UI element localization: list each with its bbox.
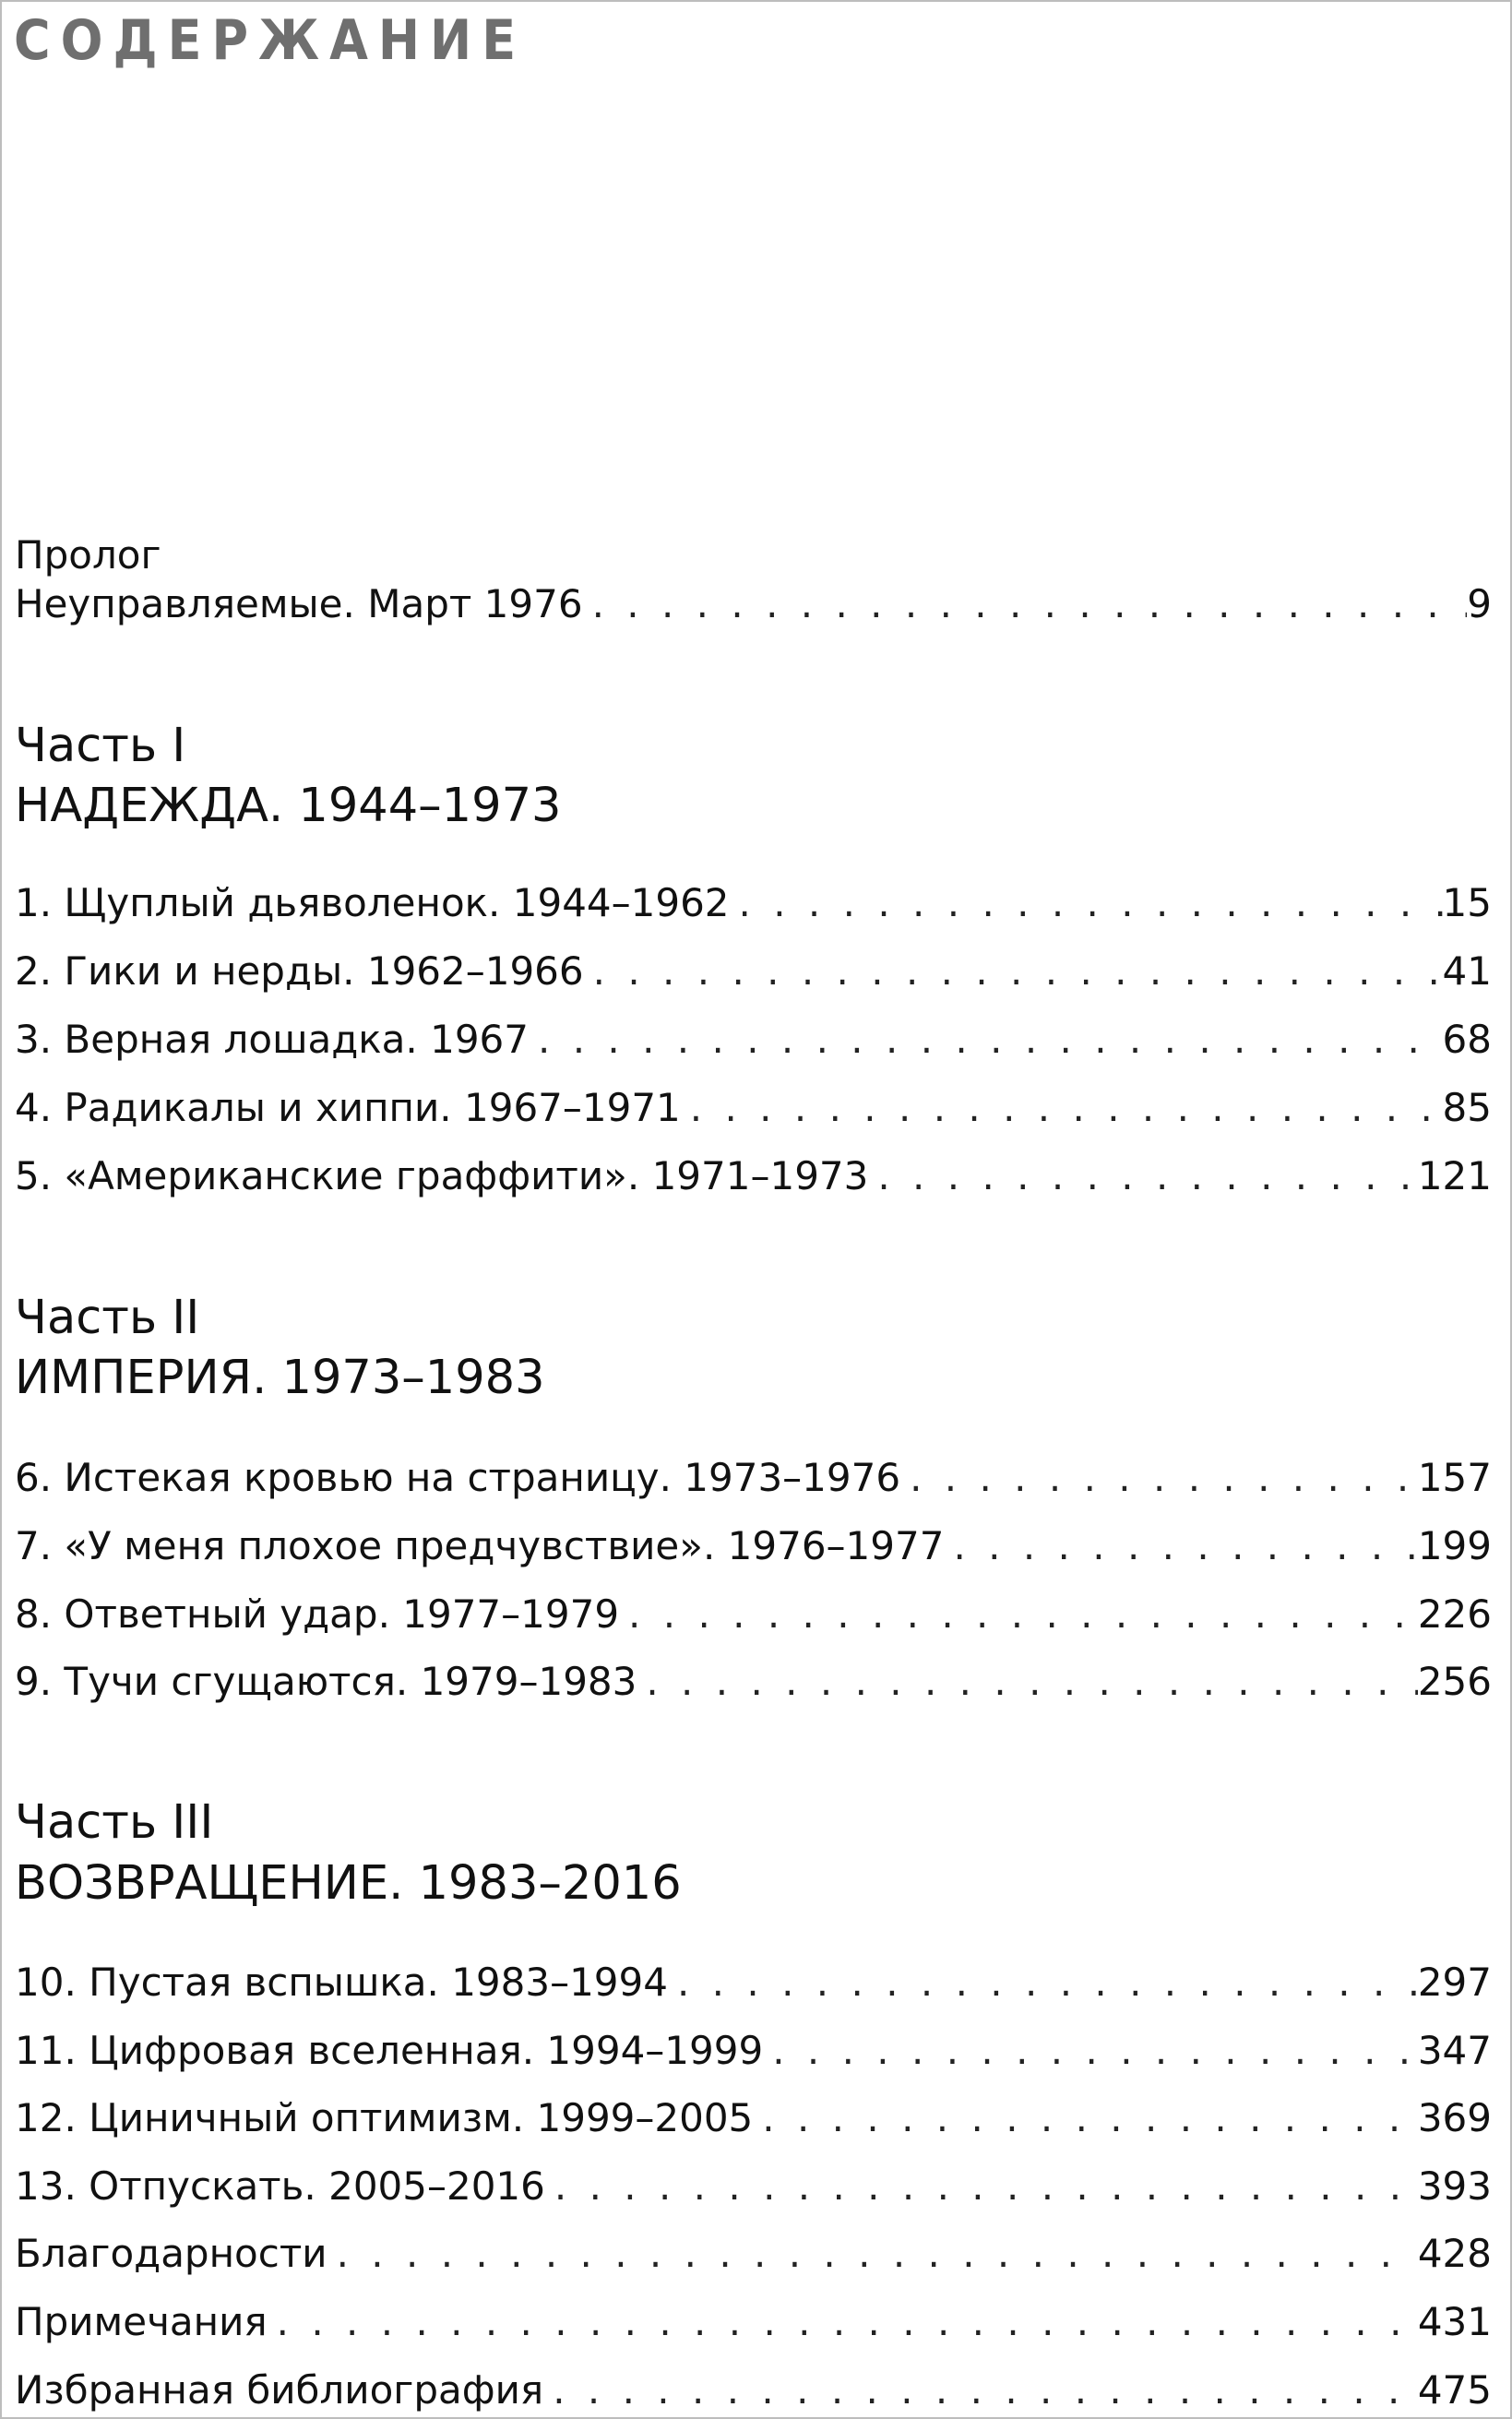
toc-entry-title: Неуправляемые. Март 1976 <box>15 581 583 626</box>
toc-entry-ch8[interactable] <box>15 1587 1492 1642</box>
toc-entry-page: 428 <box>1417 2231 1492 2276</box>
toc-entry-prologue[interactable] <box>15 577 1492 632</box>
part-2-label: Часть II <box>15 1291 200 1345</box>
toc-entry-title: 6. Истекая кровью на страницу. 1973–1976 <box>15 1455 901 1500</box>
toc-entry-title: 13. Отпускать. 2005–2016 <box>15 2163 545 2209</box>
toc-entry-title: 1. Щуплый дьяволенок. 1944–1962 <box>15 880 730 925</box>
toc-entry-page: 256 <box>1417 1659 1492 1704</box>
dot-leader <box>584 944 1443 999</box>
toc-entry-ch7[interactable] <box>15 1519 1492 1574</box>
toc-entry-ch5[interactable] <box>15 1149 1492 1204</box>
dot-leader <box>944 1519 1417 1574</box>
part-1-label: Часть I <box>15 719 186 773</box>
toc-entry-title: 3. Верная лошадка. 1967 <box>15 1017 529 1062</box>
dot-leader <box>545 2159 1418 2214</box>
toc-entry-ch9[interactable] <box>15 1654 1492 1710</box>
dot-leader <box>730 876 1443 931</box>
part-3-title: ВОЗВРАЩЕНИЕ. 1983–2016 <box>15 1856 682 1911</box>
dot-leader <box>529 1012 1443 1067</box>
toc-entry-ch11[interactable] <box>15 2023 1492 2079</box>
toc-entry-page: 347 <box>1417 2028 1492 2073</box>
toc-entry-notes[interactable] <box>15 2294 1492 2350</box>
toc-entry-title: 5. «Американские граффити». 1971–1973 <box>15 1153 869 1198</box>
toc-entry-ch10[interactable] <box>15 1955 1492 2010</box>
dot-leader <box>753 2091 1418 2146</box>
page-title: СОДЕРЖАНИЕ <box>14 8 527 73</box>
toc-entry-page: 85 <box>1442 1085 1492 1130</box>
toc-entry-ch2[interactable] <box>15 944 1492 999</box>
part-1-title: НАДЕЖДА. 1944–1973 <box>15 779 562 833</box>
toc-entry-page: 41 <box>1442 948 1492 994</box>
toc-entry-title: Примечания <box>15 2299 268 2344</box>
toc-entry-ch12[interactable] <box>15 2091 1492 2146</box>
dot-leader <box>900 1450 1418 1506</box>
toc-entry-title: 2. Гики и нерды. 1962–1966 <box>15 948 584 994</box>
toc-entry-page: 475 <box>1417 2367 1492 2413</box>
toc-entry-title: 9. Тучи сгущаются. 1979–1983 <box>15 1659 637 1704</box>
toc-entry-page: 297 <box>1417 1960 1492 2005</box>
toc-entry-page: 393 <box>1417 2163 1492 2209</box>
toc-entry-title: Благодарности <box>15 2231 327 2276</box>
toc-entry-page: 431 <box>1417 2299 1492 2344</box>
part-3-label: Часть III <box>15 1795 214 1850</box>
dot-leader <box>868 1149 1417 1204</box>
toc-entry-page: 199 <box>1417 1523 1492 1568</box>
toc-entry-ch1[interactable] <box>15 876 1492 931</box>
toc-entry-ch4[interactable] <box>15 1080 1492 1136</box>
toc-entry-ch6[interactable] <box>15 1450 1492 1506</box>
toc-entry-bibliography[interactable] <box>15 2363 1492 2418</box>
prologue-label: Пролог <box>15 532 161 578</box>
dot-leader <box>681 1080 1443 1136</box>
part-2-title: ИМПЕРИЯ. 1973–1983 <box>15 1351 545 1405</box>
toc-entry-title: 8. Ответный удар. 1977–1979 <box>15 1591 620 1637</box>
toc-entry-page: 121 <box>1417 1153 1492 1198</box>
toc-entry-page: 68 <box>1442 1017 1492 1062</box>
dot-leader <box>637 1654 1417 1710</box>
dot-leader <box>619 1587 1418 1642</box>
dot-leader <box>268 2294 1418 2350</box>
dot-leader <box>327 2226 1418 2282</box>
toc-entry-page: 15 <box>1442 880 1492 925</box>
dot-leader <box>763 2023 1418 2079</box>
toc-entry-title: 11. Цифровая вселенная. 1994–1999 <box>15 2028 764 2073</box>
dot-leader <box>543 2363 1418 2418</box>
toc-entry-title: 4. Радикалы и хиппи. 1967–1971 <box>15 1085 681 1130</box>
dot-leader <box>668 1955 1418 2010</box>
toc-entry-title: 7. «У меня плохое предчувствие». 1976–1977 <box>15 1523 945 1568</box>
toc-entry-title: 10. Пустая вспышка. 1983–1994 <box>15 1960 668 2005</box>
toc-entry-title: Избранная библиография <box>15 2367 544 2413</box>
toc-entry-ch13[interactable] <box>15 2159 1492 2214</box>
toc-entry-page: 157 <box>1417 1455 1492 1500</box>
toc-entry-title: 12. Циничный оптимизм. 1999–2005 <box>15 2095 754 2140</box>
toc-entry-page: 226 <box>1417 1591 1492 1637</box>
toc-entry-page: 9 <box>1467 581 1492 626</box>
toc-entry-acknowledgements[interactable] <box>15 2226 1492 2282</box>
dot-leader <box>583 577 1468 632</box>
toc-entry-page: 369 <box>1417 2095 1492 2140</box>
toc-entry-ch3[interactable] <box>15 1012 1492 1067</box>
